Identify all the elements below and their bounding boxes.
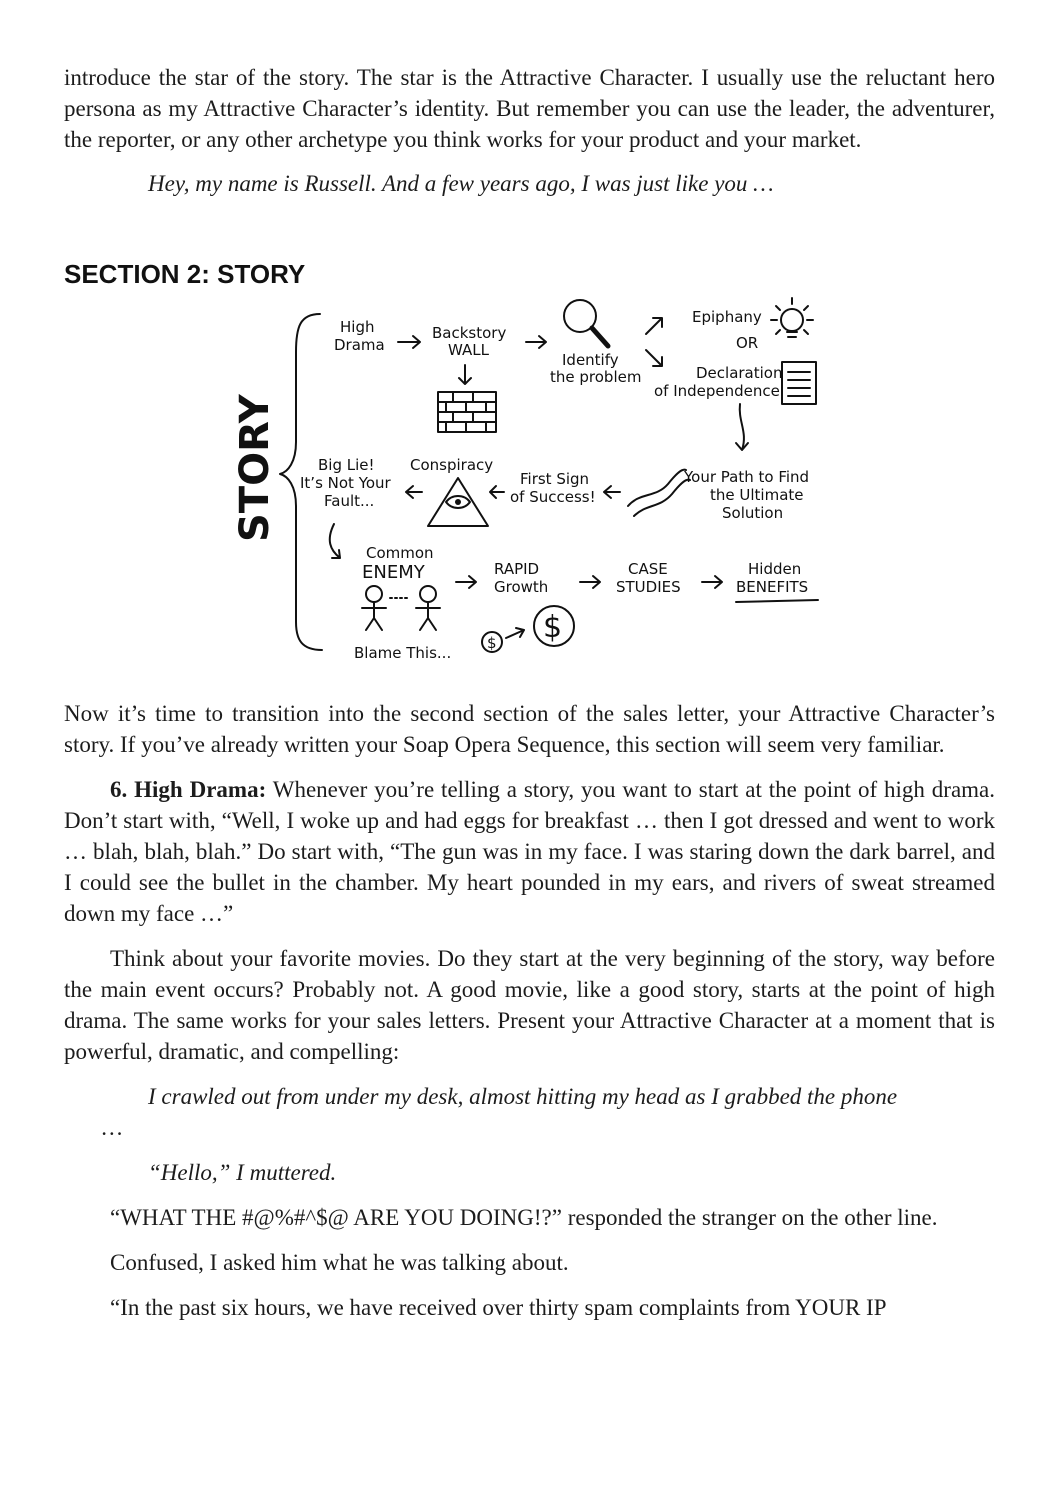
high-drama-label-1: High [340, 318, 375, 336]
big-lie-label-3: Fault... [324, 492, 375, 510]
story-diagram [64, 292, 995, 684]
arrow-left-1 [604, 486, 620, 498]
arrow-5 [702, 576, 722, 588]
common-enemy-label-2: ENEMY [362, 562, 425, 583]
arrow-down-right [646, 350, 662, 366]
intro-paragraph: introduce the star of the story. The star is the Attractive Character. I usually use the reluctant hero persona as my Attractive Character’s identity. But remember you can use the leader, the adventurer, the reporter, or any other archetype you think works for your product and your market. [64, 65, 995, 152]
arrow-left-2 [490, 486, 504, 498]
intro-quote: Hey, my name is Russell. And a few years ago, I was just like you … [148, 171, 774, 196]
high-drama-heading: 6. High Drama: [110, 777, 267, 802]
stick-figures-icon [362, 586, 440, 630]
small-dollar-sign: $ [487, 634, 497, 652]
common-enemy-label-1: Common [366, 544, 434, 562]
case-studies-label-1: CASE [628, 560, 668, 578]
epiphany-label: Epiphany [692, 308, 762, 326]
document-icon [782, 362, 816, 404]
big-lie-label-1: Big Lie! [318, 456, 375, 474]
document-page [64, 62, 995, 1323]
light-bulb-icon [771, 298, 813, 337]
arrow-down-2 [736, 404, 748, 450]
blame-label: Blame This... [354, 644, 452, 662]
large-dollar-sign: $ [543, 610, 563, 645]
arrow-down-wall [459, 365, 471, 384]
arrow-up-right [646, 318, 662, 334]
first-sign-label-2: of Success! [510, 488, 596, 506]
section-heading: SECTION 2: STORY [64, 259, 306, 289]
or-label: OR [736, 334, 759, 352]
transition-paragraph: Now it’s time to transition into the second section of the sales letter, your Attractive Character’s story. If you’ve already written your Soap Opera Sequence, this section will seem very familiar. [64, 701, 995, 757]
conspiracy-label: Conspiracy [410, 456, 494, 474]
benefits-underline [736, 600, 818, 602]
arrow-left-3 [406, 486, 422, 498]
arrow-down-3 [330, 524, 340, 558]
what-the-paragraph: “WHAT THE #@%#^$@ ARE YOU DOING!?” responded the stranger on the other line. [110, 1205, 938, 1230]
backstory-label-1: Backstory [432, 324, 507, 342]
declaration-label-2: of Independence [654, 382, 780, 400]
winding-road-icon [628, 470, 690, 516]
past-six-paragraph: “In the past six hours, we have received over thirty spam complaints from YOUR IP [110, 1295, 887, 1320]
backstory-label-2: WALL [448, 341, 489, 359]
diagram-title: STORY [232, 394, 278, 542]
path-label-2: the Ultimate [710, 486, 804, 504]
arrow-2 [526, 336, 546, 348]
identify-label-1: Identify [562, 351, 619, 369]
hidden-benefits-label-2: BENEFITS [736, 578, 809, 596]
big-lie-label-2: It’s Not Your [300, 474, 391, 492]
high-drama-paragraph [64, 774, 995, 929]
first-sign-label-1: First Sign [520, 470, 590, 488]
case-studies-label-2: STUDIES [616, 578, 681, 596]
rapid-growth-label-2: Growth [494, 578, 549, 596]
identify-label-2: the problem [550, 368, 642, 386]
arrow-1 [398, 336, 420, 348]
story-diagram-svg [228, 292, 828, 684]
arrow-4 [580, 576, 600, 588]
rapid-growth-label-1: RAPID [494, 560, 540, 578]
crawled-quote: I crawled out from under my desk, almost hitting my head as I grabbed the phone [148, 1084, 898, 1109]
hidden-benefits-label-1: Hidden [748, 560, 802, 578]
brick-wall-icon [438, 392, 496, 432]
confused-paragraph: Confused, I asked him what he was talking about. [110, 1250, 569, 1275]
crawled-ellipsis: … [102, 1115, 123, 1140]
path-label-1: Your Path to Find [684, 468, 810, 486]
path-label-3: Solution [722, 504, 784, 522]
hello-quote: “Hello,” I muttered. [148, 1160, 337, 1185]
magnifying-glass-icon [564, 300, 608, 346]
high-drama-label-2: Drama [334, 336, 385, 354]
pyramid-eye-icon [428, 478, 488, 526]
arrow-3 [456, 576, 476, 588]
high-drama-text: Whenever you’re telling a story, you want to start at the point of high drama. Don’t start with, “Well, I woke up and had eggs for breakfast … then I got dressed and went to work … blah, blah, blah.” Do start with, “The gun was in my face. I was staring down the dark barrel, and I could see the bullet in the chamber. My heart pounded in my ears, and rivers of sweat streamed down my face …” [64, 777, 996, 926]
dollar-coins-icon [482, 606, 574, 652]
declaration-label-1: Declaration [696, 364, 783, 382]
movies-paragraph: Think about your favorite movies. Do they start at the very beginning of the story, way before the main event occurs? Probably not. A good movie, like a good story, starts at the point of high drama. The same works for your sales letters. Present your Attractive Character at a moment that is powerful, dramatic, and compelling: [64, 946, 995, 1064]
